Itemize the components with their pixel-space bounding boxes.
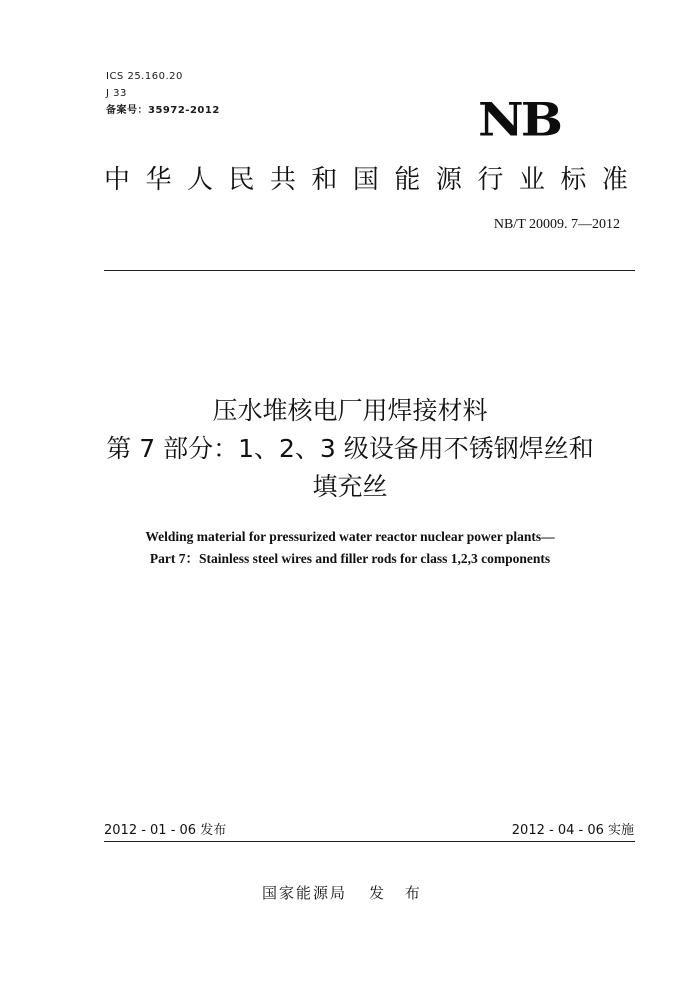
top-divider	[104, 270, 635, 271]
industry-title-char: 标	[560, 165, 587, 195]
industry-title-char: 民	[228, 165, 255, 195]
english-title-line-1: Welding material for pressurized water reactor nuclear power plants—	[145, 529, 555, 544]
industry-title-char: 人	[186, 165, 213, 195]
industry-title-char: 准	[601, 165, 628, 195]
industry-title-char: 源	[435, 165, 462, 195]
industry-title-char: 中	[104, 165, 131, 195]
industry-title-char: 国	[352, 165, 379, 195]
industry-title-char: 能	[394, 165, 421, 195]
chinese-title	[60, 392, 640, 506]
filing-number: 备案号：35972-2012	[106, 105, 220, 116]
chinese-title-line-1: 压水堆核电厂用焊接材料	[212, 396, 488, 425]
chinese-title-line-3: 填充丝	[312, 472, 388, 501]
industry-title-char: 业	[518, 165, 545, 195]
standard-number: NB/T 20009. 7—2012	[493, 217, 620, 232]
implementation-date: 2012 - 04 - 06 实施	[511, 823, 634, 838]
industry-standard-title	[104, 163, 628, 197]
issue-date: 2012 - 01 - 06 发布	[104, 823, 227, 838]
classification-block	[106, 68, 220, 119]
issuer-name: 国家能源局	[262, 884, 348, 902]
bottom-divider	[104, 841, 635, 842]
nb-logo: NB	[478, 92, 560, 147]
category-code: J 33	[106, 88, 127, 99]
industry-title-char: 和	[311, 165, 338, 195]
english-title-line-2: Part 7：Stainless steel wires and filler rods for class 1,2,3 components	[149, 551, 551, 566]
industry-title-char: 行	[477, 165, 504, 195]
industry-title-char: 共	[269, 165, 296, 195]
ics-code: ICS 25.160.20	[106, 71, 183, 82]
issuer-action: 发 布	[369, 884, 428, 902]
chinese-title-line-2: 第 7 部分：1、2、3 级设备用不锈钢焊丝和	[106, 434, 594, 463]
issuer-line	[262, 883, 428, 903]
industry-title-char: 华	[145, 165, 172, 195]
english-title	[60, 526, 640, 570]
